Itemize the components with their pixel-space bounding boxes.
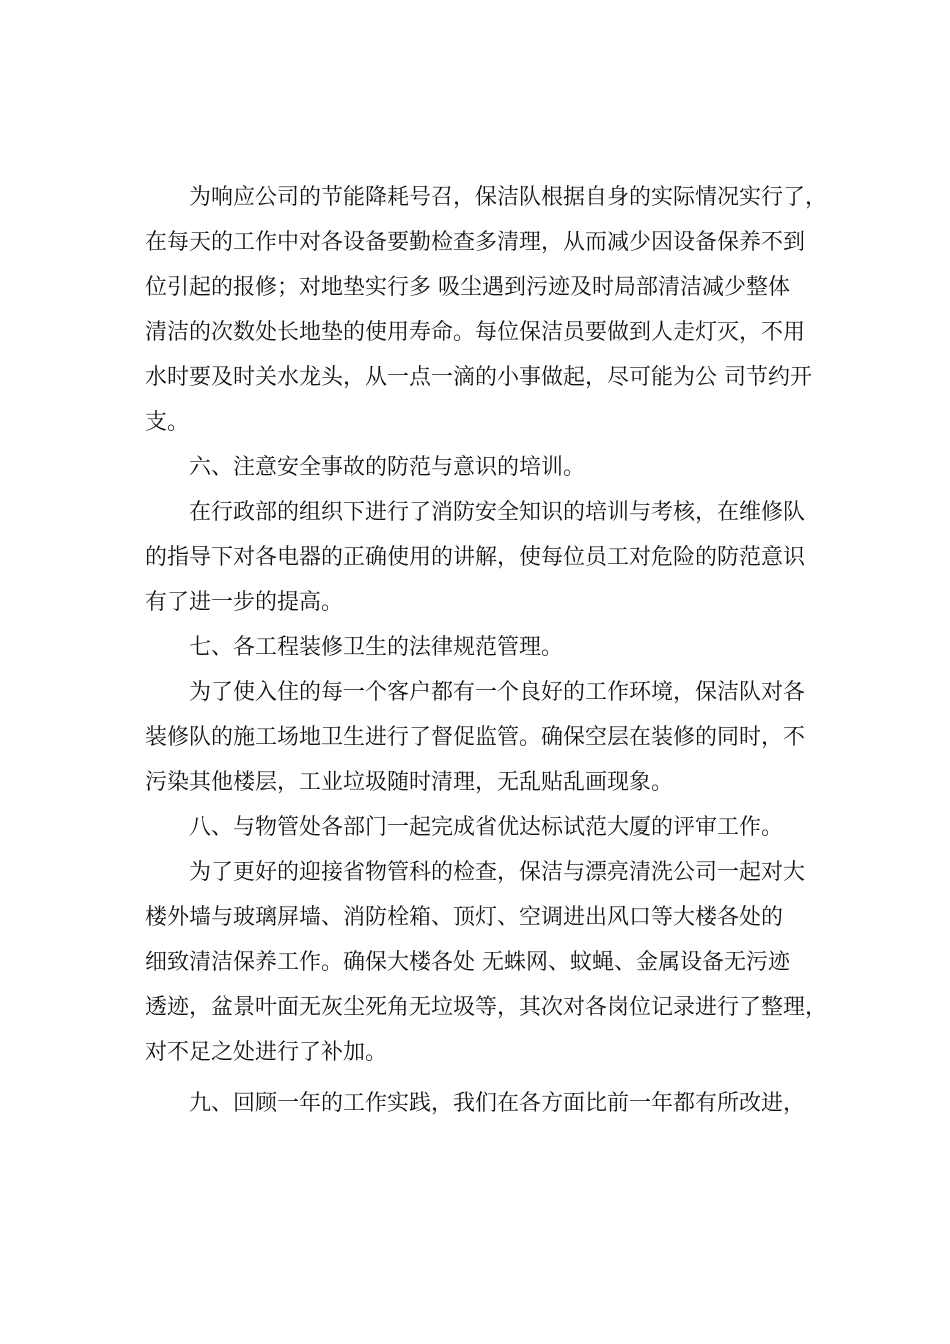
paragraph-renovation-line-1: 为了使入住的每一个客户都有一个良好的工作环境，保洁队对各 bbox=[189, 680, 806, 705]
paragraph-energy-saving-line-3: 位引起的报修；对地垫实行多 吸尘遇到污迹及时局部清洁减少整体 bbox=[145, 275, 790, 300]
paragraph-safety-line-2: 的指导下对各电器的正确使用的讲解，使每位员工对危险的防范意识 bbox=[145, 545, 806, 570]
section-heading-eight: 八、与物管处各部门一起完成省优达标试范大厦的评审工作。 bbox=[189, 815, 784, 840]
paragraph-renovation-line-2: 装修队的施工场地卫生进行了督促监管。确保空层在装修的同时，不 bbox=[145, 725, 806, 750]
paragraph-energy-saving-line-6: 支。 bbox=[145, 410, 190, 435]
paragraph-energy-saving-line-1: 为响应公司的节能降耗号召，保洁队根据自身的实际情况实行了， bbox=[189, 185, 828, 210]
paragraph-inspection-line-4: 透迹，盆景叶面无灰尘死角无垃圾等，其次对各岗位记录进行了整理， bbox=[145, 995, 828, 1020]
paragraph-renovation-line-3: 污染其他楼层，工业垃圾随时清理，无乱贴乱画现象。 bbox=[145, 770, 674, 795]
paragraph-inspection-line-1: 为了更好的迎接省物管科的检查，保洁与漂亮清洗公司一起对大 bbox=[189, 860, 806, 885]
paragraph-inspection-line-5: 对不足之处进行了补加。 bbox=[145, 1040, 388, 1065]
paragraph-inspection-line-3: 细致清洁保养工作。确保大楼各处 无蛛网、蚊蝇、金属设备无污迹 bbox=[145, 950, 790, 975]
section-heading-nine: 九、回顾一年的工作实践，我们在各方面比前一年都有所改进， bbox=[189, 1091, 806, 1116]
paragraph-safety-line-3: 有了进一步的提高。 bbox=[145, 590, 344, 615]
document-body bbox=[145, 175, 828, 1126]
paragraph-energy-saving-line-5: 水时要及时关水龙头，从一点一滴的小事做起，尽可能为公 司节约开 bbox=[145, 365, 812, 390]
section-heading-seven: 七、各工程装修卫生的法律规范管理。 bbox=[189, 635, 564, 660]
paragraph-energy-saving-line-2: 在每天的工作中对各设备要勤检查多清理，从而减少因设备保养不到 bbox=[145, 230, 806, 255]
paragraph-safety-line-1: 在行政部的组织下进行了消防安全知识的培训与考核，在维修队 bbox=[189, 500, 806, 525]
section-heading-six: 六、注意安全事故的防范与意识的培训。 bbox=[189, 455, 586, 480]
paragraph-inspection-line-2: 楼外墙与玻璃屏墙、消防栓箱、顶灯、空调进出风口等大楼各处的 bbox=[145, 905, 784, 930]
paragraph-energy-saving-line-4: 清洁的次数处长地垫的使用寿命。每位保洁员要做到人走灯灭，不用 bbox=[145, 320, 806, 345]
